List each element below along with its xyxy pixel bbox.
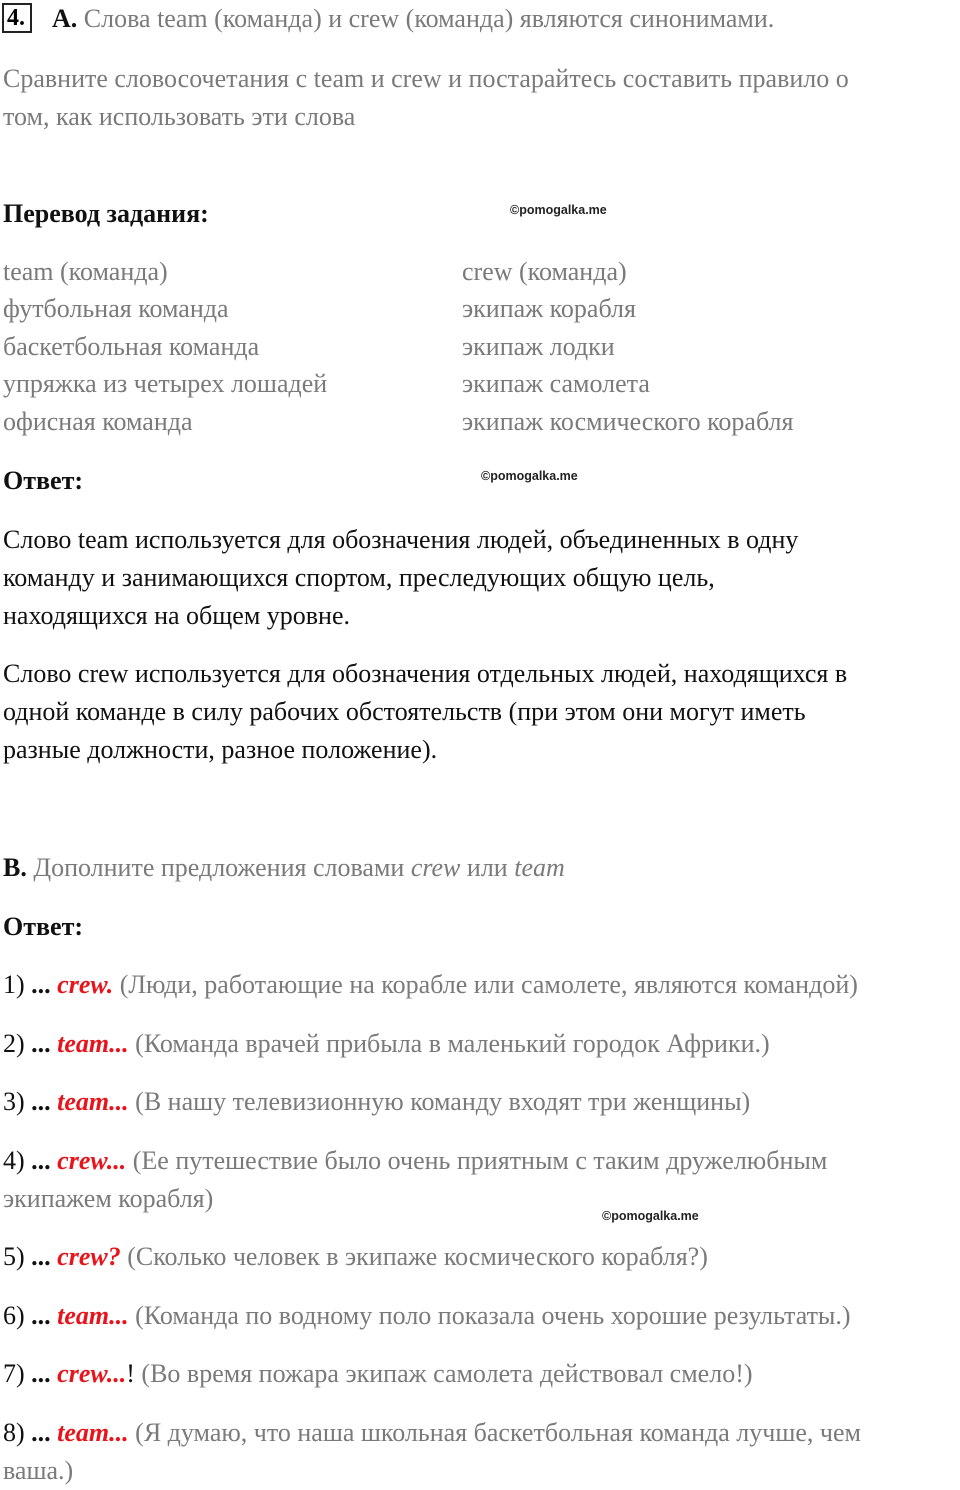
item-dots: ... [31, 1087, 51, 1116]
item-dots: ... [31, 1029, 51, 1058]
crew-item: экипаж самолета [462, 369, 650, 398]
instruction-line-1: Сравните словосочетания с team и crew и постарайтесь составить правило о [3, 64, 849, 93]
item-translation: (Люди, работающие на корабле или самолете, являются командой) [119, 970, 858, 999]
item-translation: (Команда по водному поло показала очень хорошие результаты.) [135, 1301, 851, 1330]
team-item: баскетбольная команда [3, 332, 260, 361]
part-a-label: A. [52, 4, 78, 33]
answer-item [3, 1083, 750, 1121]
watermark: ©pomogalka.me [510, 203, 607, 217]
item-translation: (Ее путешествие было очень приятным с таким дружелюбным [132, 1146, 828, 1175]
item-dots: ... [31, 1301, 51, 1330]
answer-a-p2-line: Слово crew используется для обозначения отдельных людей, находящихся в [3, 659, 848, 688]
item-answer-word: team... [57, 1418, 129, 1447]
item-number: 7) [3, 1359, 25, 1388]
answer-item [3, 1238, 708, 1276]
crew-item: экипаж космического корабля [462, 407, 794, 436]
part-b-label: B. [3, 853, 27, 882]
answer-item [3, 1025, 770, 1063]
watermark: ©pomogalka.me [481, 469, 578, 483]
task-number-box: 4. [2, 3, 32, 33]
item-translation-continued: ваша.) [3, 1456, 74, 1485]
item-answer-word: team... [57, 1029, 129, 1058]
part-b-heading [3, 849, 565, 887]
crew-item: экипаж корабля [462, 294, 636, 323]
item-answer-word: crew. [57, 970, 114, 999]
answer-item [3, 1142, 827, 1180]
part-b-instruction: Дополните предложения словами [33, 853, 405, 882]
part-b-word1: crew [410, 853, 461, 882]
answer-a-p1-line: Слово team используется для обозначения людей, объединенных в одну [3, 525, 799, 554]
team-item: футбольная команда [3, 294, 229, 323]
team-item: упряжка из четырех лошадей [3, 369, 328, 398]
answer-item [3, 1414, 861, 1452]
team-item: офисная команда [3, 407, 193, 436]
item-dots: ... [31, 1242, 51, 1271]
item-number: 4) [3, 1146, 25, 1175]
item-answer-word: crew... [57, 1359, 127, 1388]
item-number: 5) [3, 1242, 25, 1271]
team-item: team (команда) [3, 257, 168, 286]
item-answer-word: crew... [57, 1146, 127, 1175]
answer-item [3, 966, 858, 1004]
answer-a-p2-line: разные должности, разное положение). [3, 735, 438, 764]
item-dots: ... [31, 1146, 51, 1175]
part-a-heading [52, 0, 774, 38]
item-after: ! [126, 1359, 135, 1388]
item-answer-word: crew? [57, 1242, 121, 1271]
item-answer-word: team... [57, 1301, 129, 1330]
crew-item: crew (команда) [462, 257, 627, 286]
answer-item [3, 1297, 851, 1335]
item-number: 8) [3, 1418, 25, 1447]
item-number: 6) [3, 1301, 25, 1330]
item-translation: (Я думаю, что наша школьная баскетбольная команда лучше, чем [135, 1418, 861, 1447]
translation-heading: Перевод задания: [3, 199, 209, 228]
item-translation-continued: экипажем корабля) [3, 1184, 214, 1213]
part-b-word2: team [514, 853, 565, 882]
item-translation: (Команда врачей прибыла в маленький городок Африки.) [135, 1029, 770, 1058]
item-answer-word: team... [57, 1087, 129, 1116]
item-translation: (В нашу телевизионную команду входят три женщины) [135, 1087, 751, 1116]
item-dots: ... [31, 1418, 51, 1447]
answer-a-p1-line: команду и занимающихся спортом, преследующих общую цель, [3, 563, 715, 592]
instruction-line-2: том, как использовать эти слова [3, 102, 356, 131]
answer-a-p1-line: находящихся на общем уровне. [3, 601, 351, 630]
item-number: 1) [3, 970, 25, 999]
answer-b-heading: Ответ: [3, 912, 84, 941]
item-number: 3) [3, 1087, 25, 1116]
item-number: 2) [3, 1029, 25, 1058]
part-b-conj: или [466, 853, 508, 882]
part-a-title: Слова team (команда) и crew (команда) являются синонимами. [83, 4, 775, 33]
item-dots: ... [31, 1359, 51, 1388]
answer-item [3, 1355, 753, 1393]
answer-a-p2-line: одной команде в силу рабочих обстоятельств (при этом они могут иметь [3, 697, 806, 726]
item-translation: (Сколько человек в экипаже космического корабля?) [127, 1242, 708, 1271]
item-translation: (Во время пожара экипаж самолета действовал смело!) [141, 1359, 753, 1388]
watermark: ©pomogalka.me [602, 1209, 699, 1223]
item-dots: ... [31, 970, 51, 999]
answer-a-heading: Ответ: [3, 466, 84, 495]
crew-item: экипаж лодки [462, 332, 615, 361]
